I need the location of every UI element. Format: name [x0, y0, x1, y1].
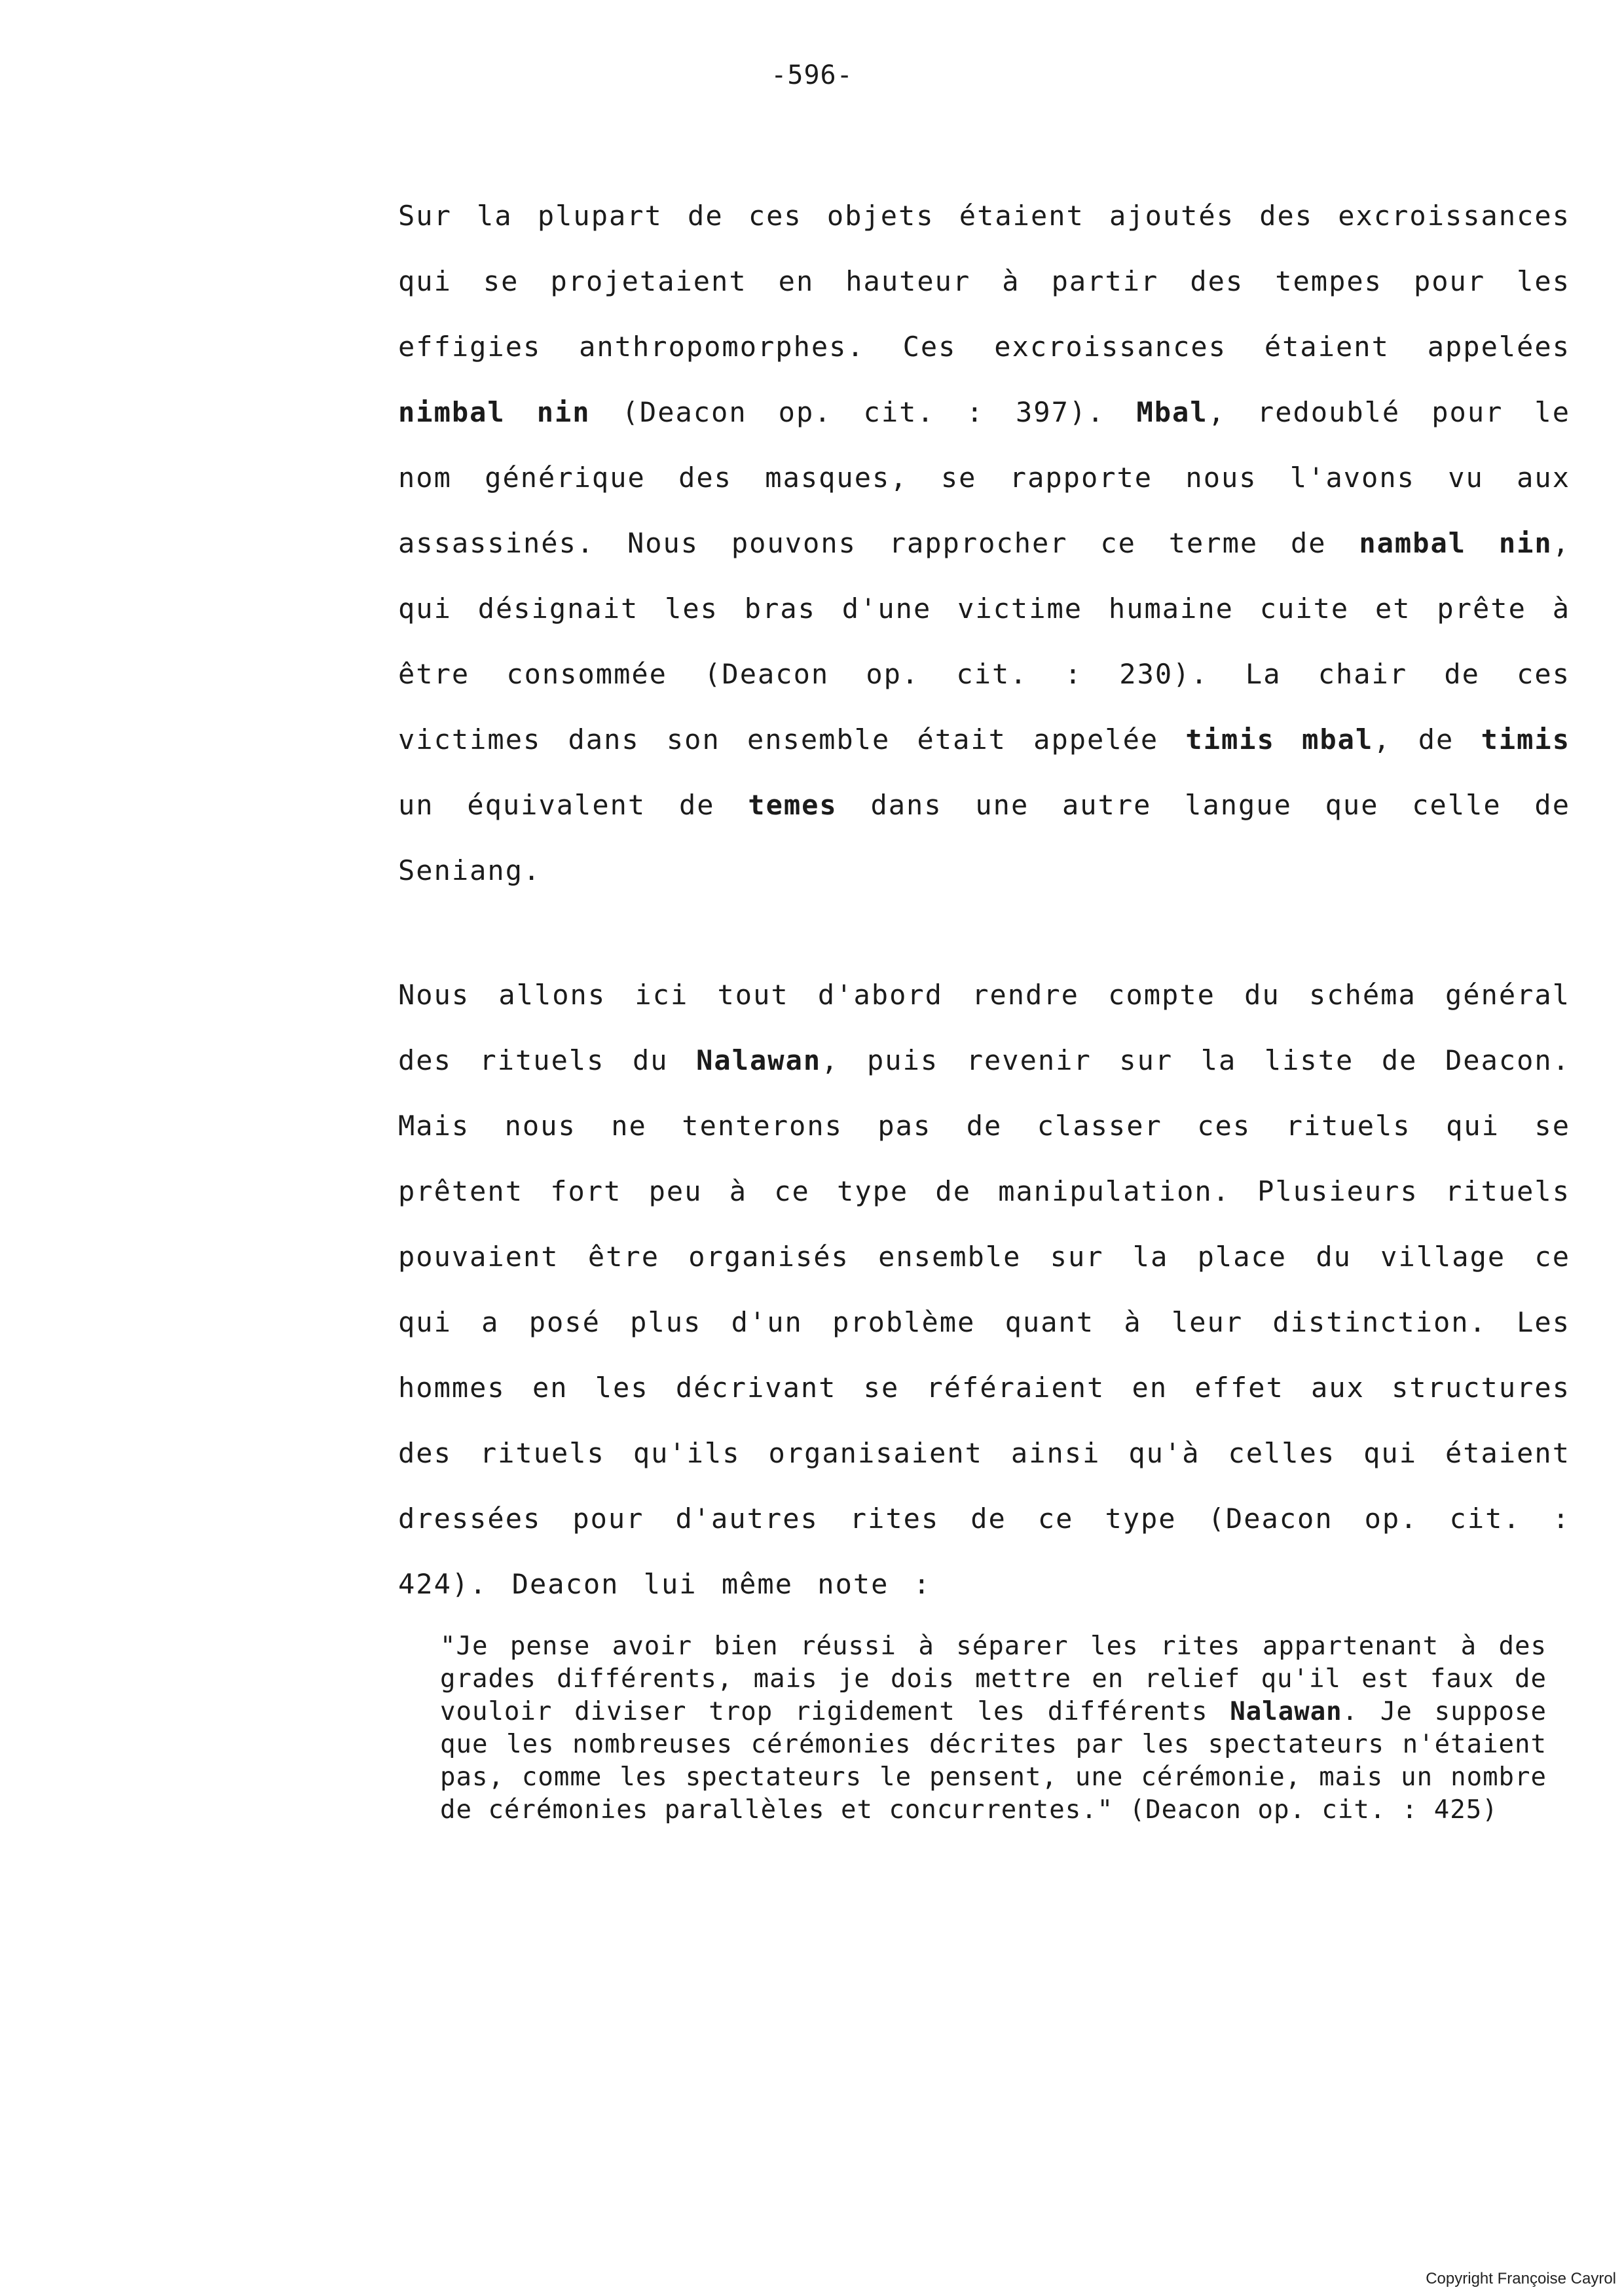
term-mbal: Mbal: [1136, 396, 1208, 428]
text-run: "Je pense avoir bien réussi à séparer les rites appartenant à des grades différents, mais je dois mettre en relief qu'il est faux de vouloir diviser trop rigidement les différents: [440, 1631, 1547, 1726]
paragraph-masks: [398, 183, 1570, 903]
block-quote: [440, 1630, 1547, 1827]
text-run: , de: [1373, 723, 1481, 756]
copyright-notice: Copyright Françoise Cayrol: [1426, 2270, 1616, 2287]
term-nimbal-nin: nimbal nin: [398, 396, 591, 428]
term-temes: temes: [748, 789, 838, 821]
text-run: , redoublé pour le nom générique des masques, se rapporte nous l'avons vu aux assassinés. Nous pouvons rapprocher ce terme de: [398, 396, 1570, 559]
term-timis-mbal: timis mbal: [1185, 723, 1374, 756]
text-run: dans une autre langue que celle de Seniang.: [398, 789, 1571, 886]
term-nambal-nin: nambal nin: [1359, 527, 1553, 559]
term-nalawan: Nalawan: [696, 1044, 822, 1076]
text-run: (Deacon op. cit. : 397).: [590, 396, 1137, 428]
text-run: un équivalent de: [398, 789, 748, 821]
text-run: . Je suppose que les nombreuses cérémonies décrites par les spectateurs n'étaient pas, comme les spectateurs le pensent, une cérémonie, mais un nombre de cérémonies parallèles et concurrentes." (Deacon op. cit. : 425): [440, 1697, 1547, 1825]
text-run: Nous allons ici tout d'abord rendre compte du schéma général des rituels du: [398, 979, 1570, 1076]
term-timis: timis: [1481, 723, 1570, 756]
term-nalawan: Nalawan: [1230, 1697, 1342, 1726]
text-run: , puis revenir sur la liste de Deacon. Mais nous ne tenterons pas de classer ces rituels qui se prêtent fort peu à ce type de manipulation. Plusieurs rituels pouvaient être organisés ensemble sur la place du village ce qui a posé plus d'un problème quant à leur distinction. Les hommes en les décrivant se référaient en effet aux structures des rituels qu'ils organisaient ainsi qu'à celles qui étaient dressées pour d'autres rites de ce type (Deacon op. cit. : 424). Deacon lui même note :: [398, 1044, 1570, 1600]
text-run: Sur la plupart de ces objets étaient ajoutés des excroissances qui se projetaient en hauteur à partir des tempes pour les effigies anthropomorphes. Ces excroissances étaient appelées: [398, 200, 1570, 363]
paragraph-rituals: [398, 962, 1570, 1617]
text-run: , qui désignait les bras d'une victime humaine cuite et prête à être consommée (Deacon op. cit. : 230). La chair de ces victimes dans son ensemble était appelée: [398, 527, 1570, 756]
page-number: -596-: [771, 60, 853, 90]
